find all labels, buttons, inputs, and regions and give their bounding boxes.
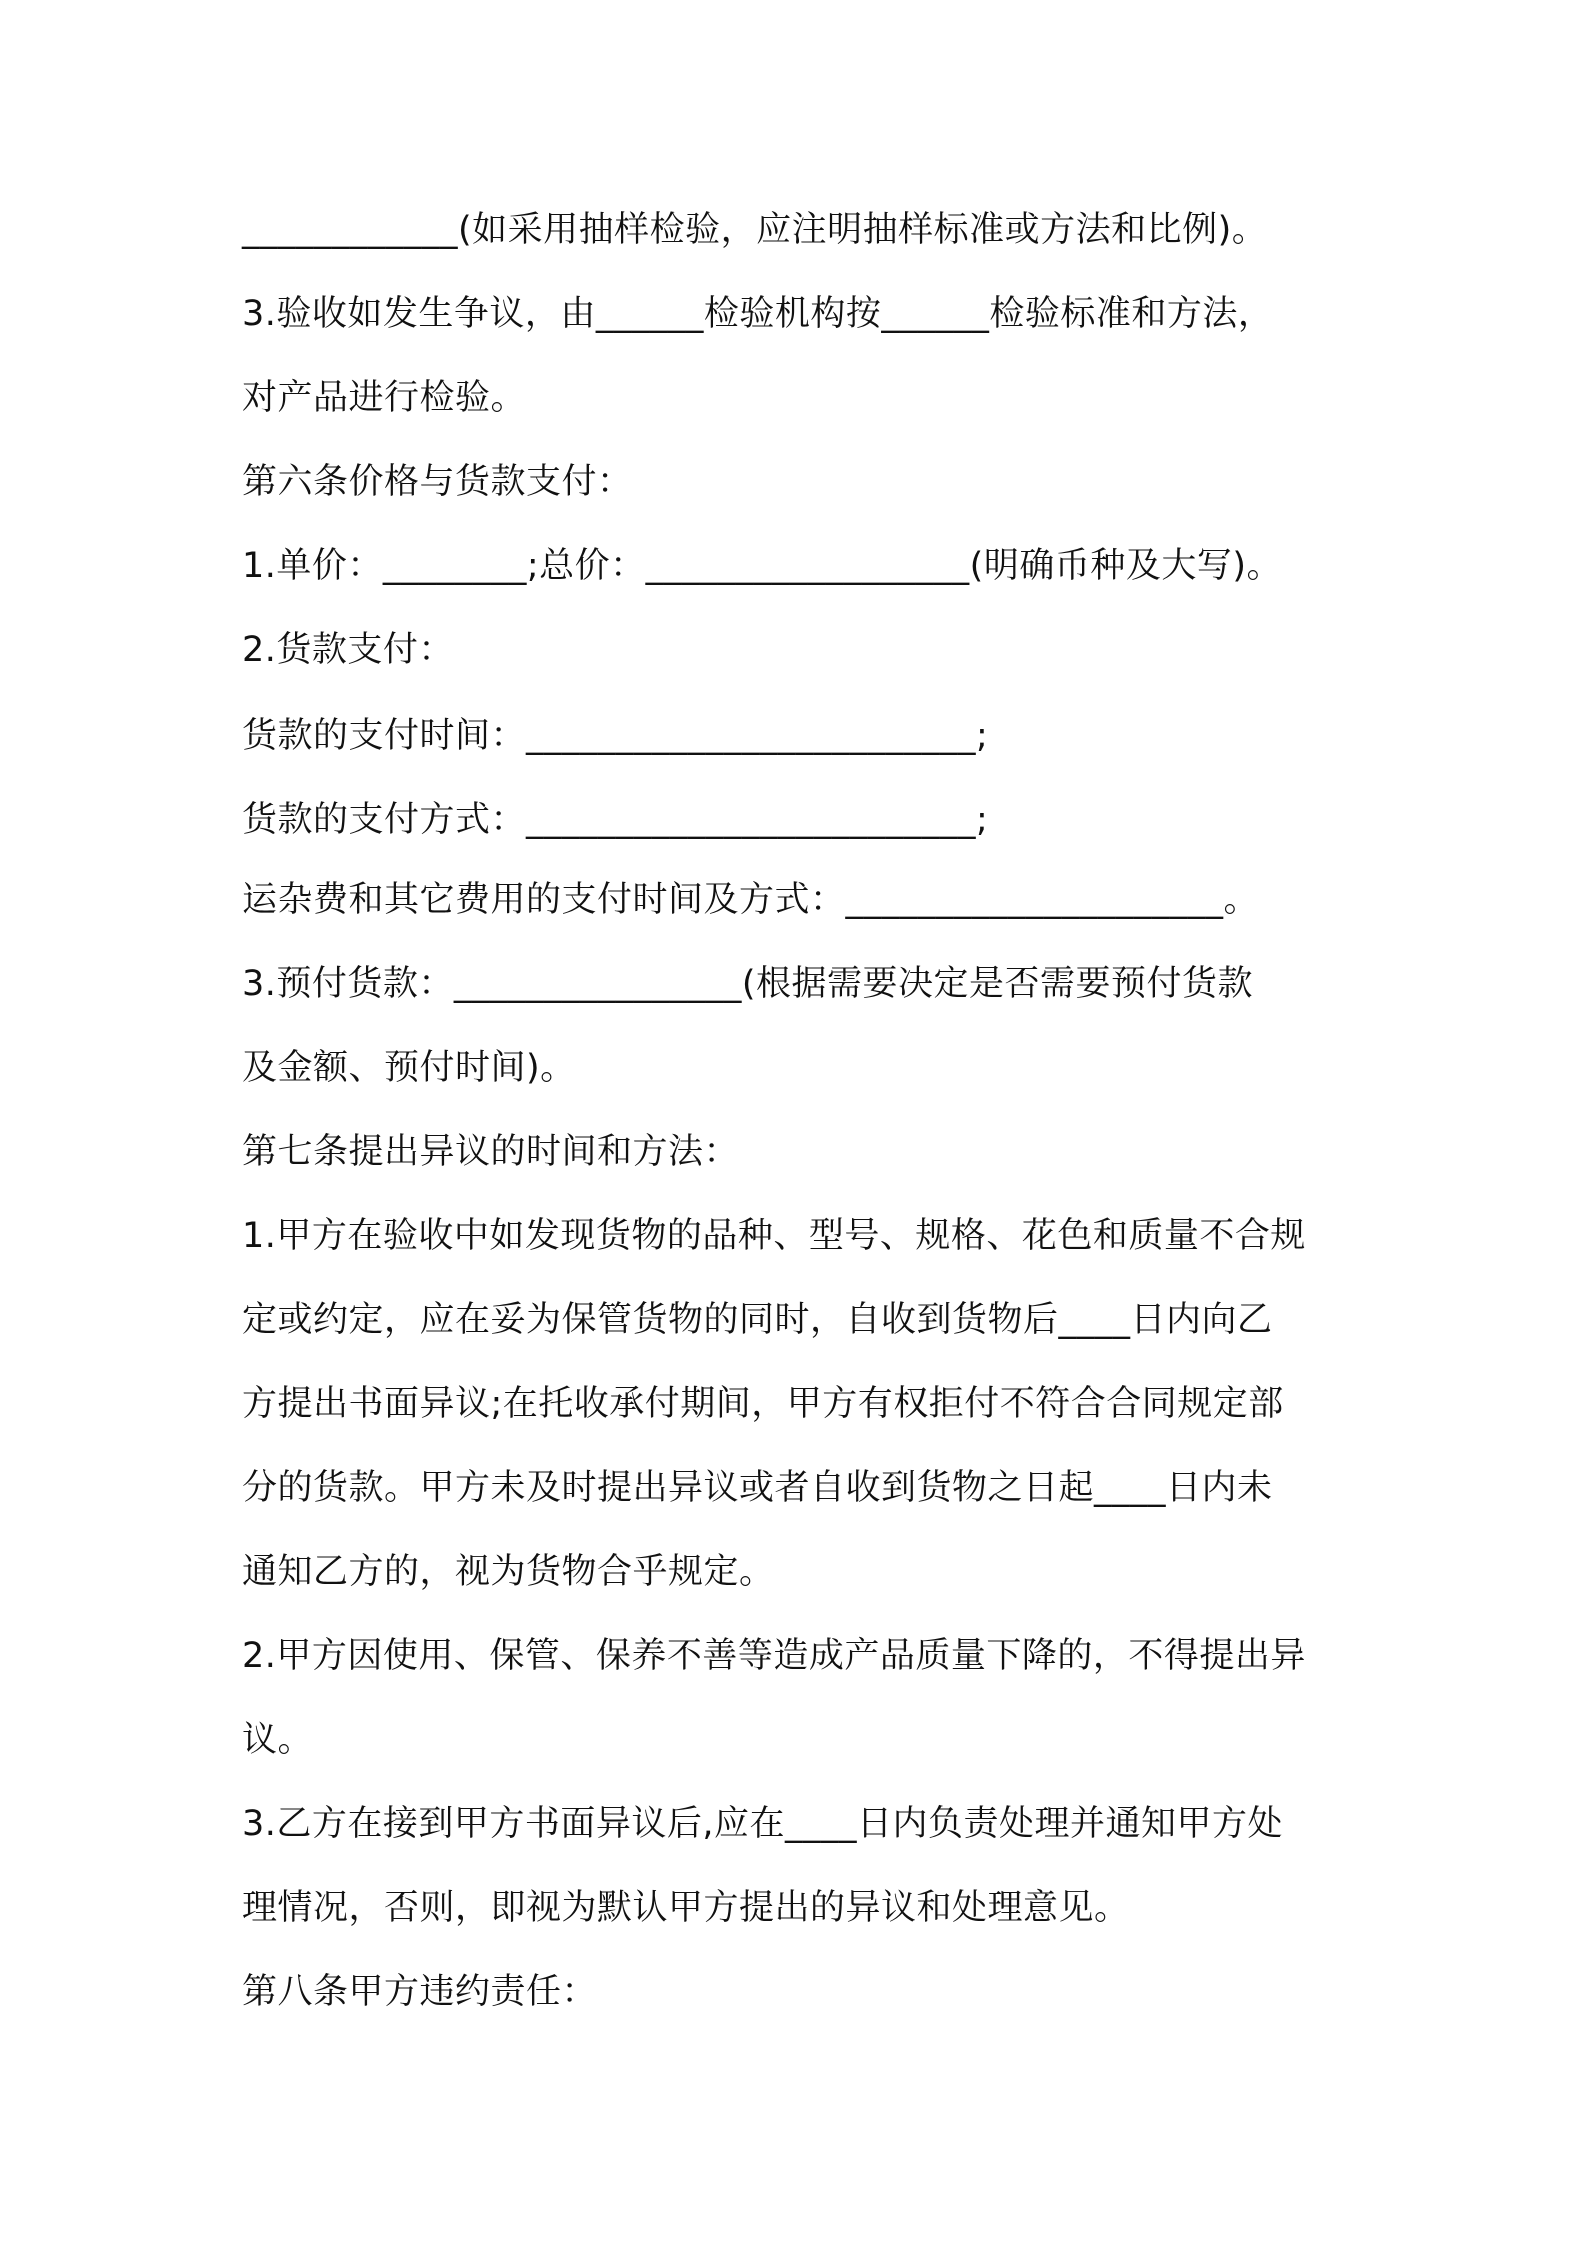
section-heading: 第六条价格与货款支付： xyxy=(242,462,633,502)
text-line: 货款的支付方式：_________________________; xyxy=(242,800,989,840)
text-line: 方提出书面异议;在托收承付期间，甲方有权拒付不符合合同规定部 xyxy=(242,1384,1284,1424)
text-line: 3.乙方在接到甲方书面异议后,应在____日内负责处理并通知甲方处 xyxy=(242,1804,1284,1844)
text-line: 货款的支付时间：_________________________; xyxy=(242,716,989,756)
text-line: 运杂费和其它费用的支付时间及方式：_____________________。 xyxy=(242,880,1260,920)
text-line: 分的货款。甲方未及时提出异议或者自收到货物之日起____日内未 xyxy=(242,1468,1273,1508)
text-line: ____________(如采用抽样检验，应注明抽样标准或方法和比例)。 xyxy=(242,210,1268,250)
text-line: 3.预付货款：________________(根据需要决定是否需要预付货款 xyxy=(242,964,1254,1004)
text-line: 对产品进行检验。 xyxy=(242,378,527,418)
section-heading: 第七条提出异议的时间和方法： xyxy=(242,1132,740,1172)
text-line: 定或约定，应在妥为保管货物的同时，自收到货物后____日内向乙 xyxy=(242,1300,1273,1340)
text-line: 及金额、预付时间)。 xyxy=(242,1048,576,1088)
text-line: 通知乙方的，视为货物合乎规定。 xyxy=(242,1552,775,1592)
text-line: 1.甲方在验收中如发现货物的品种、型号、规格、花色和质量不合规 xyxy=(242,1216,1306,1256)
text-line: 议。 xyxy=(242,1720,314,1760)
text-line: 1.单价：________;总价：__________________(明确币种及大写)。 xyxy=(242,546,1282,586)
text-line: 3.验收如发生争议，由______检验机构按______检验标准和方法， xyxy=(242,294,1274,334)
text-line: 2.甲方因使用、保管、保养不善等造成产品质量下降的，不得提出异 xyxy=(242,1636,1306,1676)
text-line: 2.货款支付： xyxy=(242,630,454,670)
text-line: 理情况，否则，即视为默认甲方提出的异议和处理意见。 xyxy=(242,1888,1130,1928)
section-heading: 第八条甲方违约责任： xyxy=(242,1972,598,2012)
